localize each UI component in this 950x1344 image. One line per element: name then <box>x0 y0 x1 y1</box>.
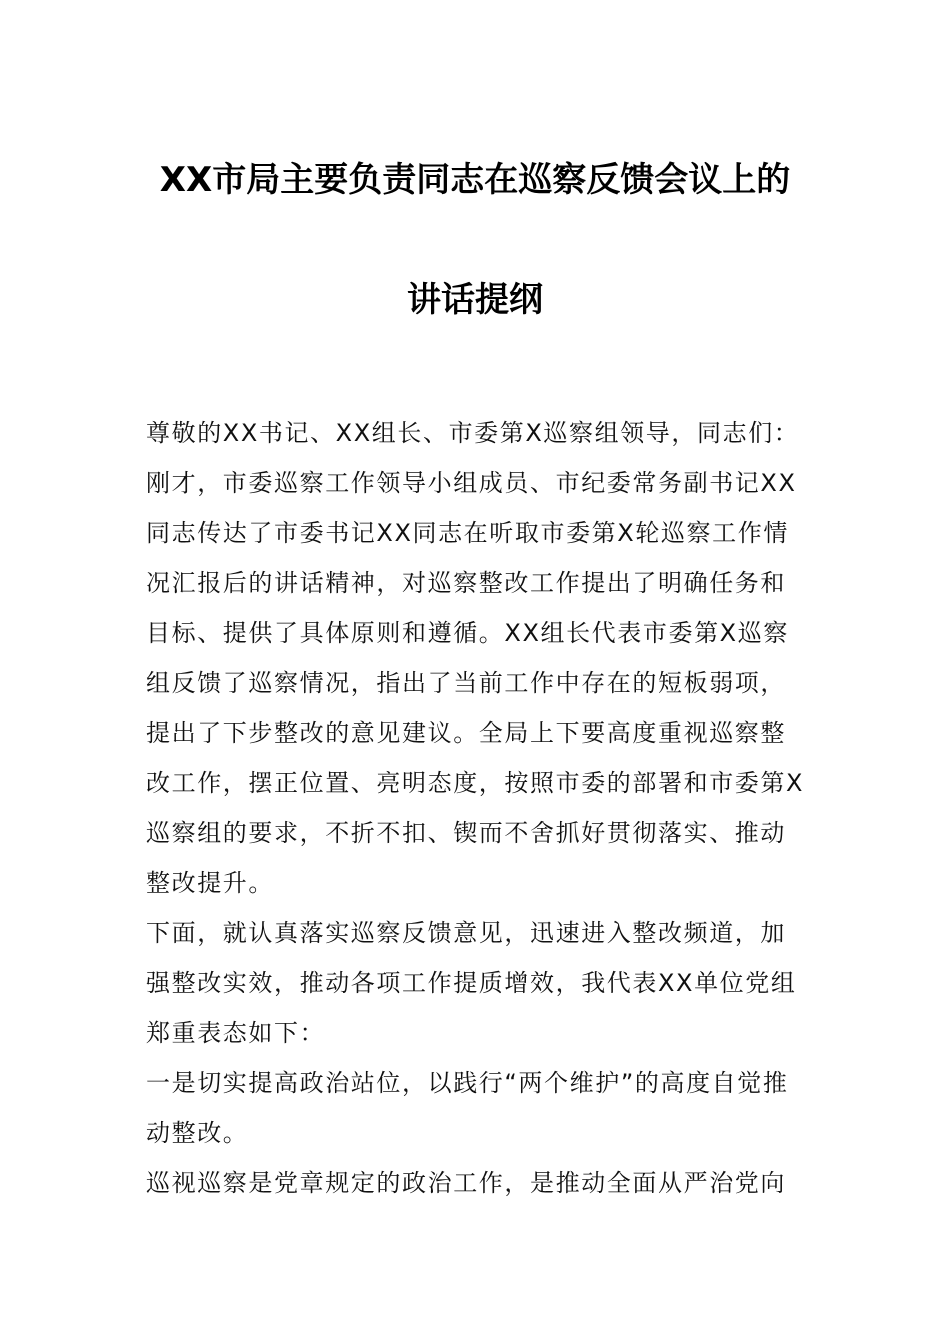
body-paragraph: 下面，就认真落实巡察反馈意见，迅速进入整改频道，加强整改实效，推动各项工作提质增效，我代表XX单位党组郑重表态如下： <box>146 919 797 1047</box>
salutation-paragraph: 尊敬的XX书记、XX组长、市委第X巡察组领导，同志们： <box>146 419 800 447</box>
document-title-line-1: XX市局主要负责同志在巡察反馈会议上的 <box>159 160 791 200</box>
document-title-line-2: 讲话提纲 <box>407 280 543 320</box>
document-body <box>146 408 810 1208</box>
body-paragraph: 刚才，市委巡察工作领导小组成员、市纪委常务副书记XX同志传达了市委书记XX同志在听取市委第X轮巡察工作情况汇报后的讲话精神，对巡察整改工作提出了明确任务和目标、提供了具体原则和遵循。XX组长代表市委第X巡察组反馈了巡察情况，指出了当前工作中存在的短板弱项，提出了下步整改的意见建议。全局上下要高度重视巡察整改工作，摆正位置、亮明态度，按照市委的部署和市委第X巡察组的要求，不折不扣、锲而不舍抓好贯彻落实、推动整改提升。 <box>146 469 805 897</box>
body-paragraph: 巡视巡察是党章规定的政治工作，是推动全面从严治党向 <box>146 1169 786 1197</box>
section-heading-paragraph: 一是切实提高政治站位，以践行“两个维护”的高度自觉推动整改。 <box>146 1069 789 1147</box>
